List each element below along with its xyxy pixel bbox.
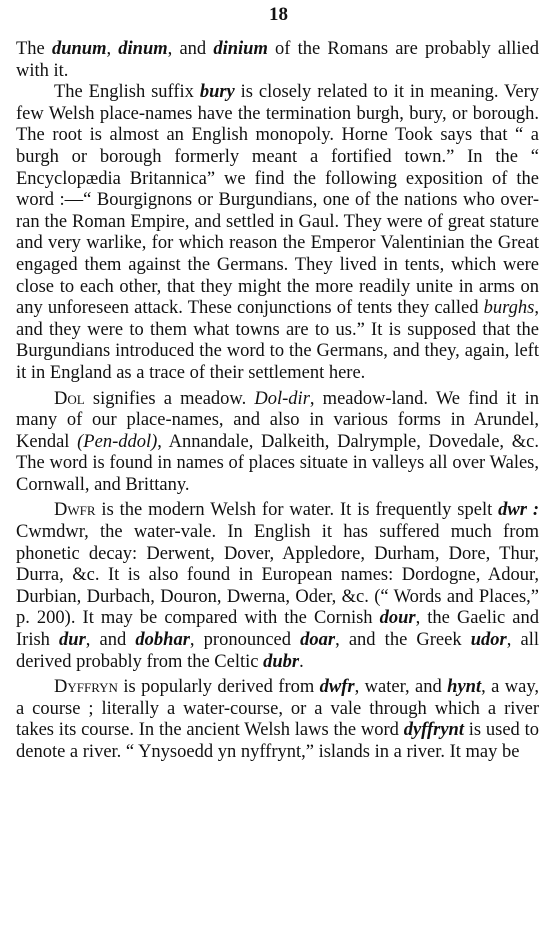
text-run: The English suffix <box>54 82 200 103</box>
emphasis-text: dinium <box>213 39 268 59</box>
paragraph-dyffryn <box>16 677 539 763</box>
emphasis-text: dur <box>59 630 86 651</box>
text-run: , and <box>85 630 136 651</box>
emphasis-text: Dol-dir <box>254 388 310 409</box>
emphasis-text: bury <box>199 82 235 103</box>
emphasis-text: dyffrynt <box>403 720 464 741</box>
emphasis-text: burghs <box>483 298 535 319</box>
headword: Dwfr <box>54 500 96 521</box>
text-run: , and <box>167 39 214 59</box>
headword: Dyffryn <box>54 677 118 698</box>
text-run: , all derived probably from the Celtic <box>16 630 539 672</box>
text-run: , meadow-land. We find it in many of our place-names, and also in various forms in Arundel, Kendal <box>16 388 540 452</box>
text-run: Cwmdwr, the water-vale. In English it has suffered much from phonetic decay: Derwent, Dover, Appledore, Durham, Dore, Thur, Durra, &c. It is also found in European names: Dordogne, Adour, Durbian, Durbach, Douron, Dwerna, Oder, &c. (“ Words and Places,” p. 200). It may be compared with the Cornish <box>16 522 539 629</box>
emphasis-text: dwr : <box>498 500 540 521</box>
emphasis-text: dubr <box>263 651 300 672</box>
emphasis-text: dunum <box>51 39 107 59</box>
paragraph-dwfr <box>16 500 539 673</box>
text-run: is popularly derived from <box>117 677 320 698</box>
text-run: The <box>16 39 52 59</box>
paragraph-bury <box>16 82 539 384</box>
body-text <box>16 39 539 764</box>
emphasis-text: dobhar <box>135 630 190 651</box>
text-run: is closely related to it in meaning. Very few Welsh place-names have the termination burgh, bury, or borough. The root is almost an English monopoly. Horne Took says that “ a burgh or borough formerly meant a fortified town.” In the “ Encyclopædia Britannica” we find the following exposition of the word :—“ Bourgignons or Burgundians, one of the nations who over-ran the Roman Empire, and settled in Gaul. They were of great stature and very warlike, for which reason the Emperor Valentinian the Great engaged them against the Germans. They lived in tents, which were close to each other, that they might the more readily unite in arms on any unforeseen attack. These conjunctions of tents they called <box>16 82 539 319</box>
text-run: , and they were to them what towns are to us.” It is supposed that the Burgundians introduced the word to the Germans, and they, again, left it in England as a trace of their settlement here. <box>16 298 539 383</box>
text-run: , water, and <box>354 677 448 698</box>
text-run: signifies a meadow. <box>84 388 255 409</box>
text-run: is the modern Welsh for water. It is frequently spelt <box>95 500 499 521</box>
paragraph-dol <box>16 389 539 497</box>
text-run: , a way, a course ; literally a water-course, or a vale through which a river takes its course. In the ancient Welsh laws the word <box>16 677 539 741</box>
emphasis-text: hynt <box>447 677 482 698</box>
text-run: , and the Greek <box>335 630 471 651</box>
text-run: , <box>106 39 119 59</box>
text-run: of the Romans are probably allied with it. <box>16 39 540 81</box>
page-number: 18 <box>269 4 288 25</box>
emphasis-text: dinum <box>118 39 168 59</box>
text-run: is used to denote a river. “ Ynysoedd yn nyffrynt,” islands in a river. It may be <box>16 720 539 762</box>
headword: Dol <box>54 388 85 409</box>
emphasis-text: udor <box>470 630 507 651</box>
emphasis-text: dwfr <box>319 677 355 698</box>
emphasis-text: (Pen-ddol) <box>77 431 158 452</box>
text-run: , pronounced <box>189 630 301 651</box>
text-run: , the Gaelic and Irish <box>16 608 539 651</box>
paragraph-dunum <box>16 39 539 82</box>
text-run: , Annandale, Dalkeith, Dalrymple, Dovedale, &c. The word is found in names of places situate in valleys all over Wales, Cornwall, and Brittany. <box>16 431 539 495</box>
emphasis-text: doar <box>300 630 336 651</box>
text-run: . <box>299 651 304 672</box>
emphasis-text: dour <box>379 608 416 629</box>
